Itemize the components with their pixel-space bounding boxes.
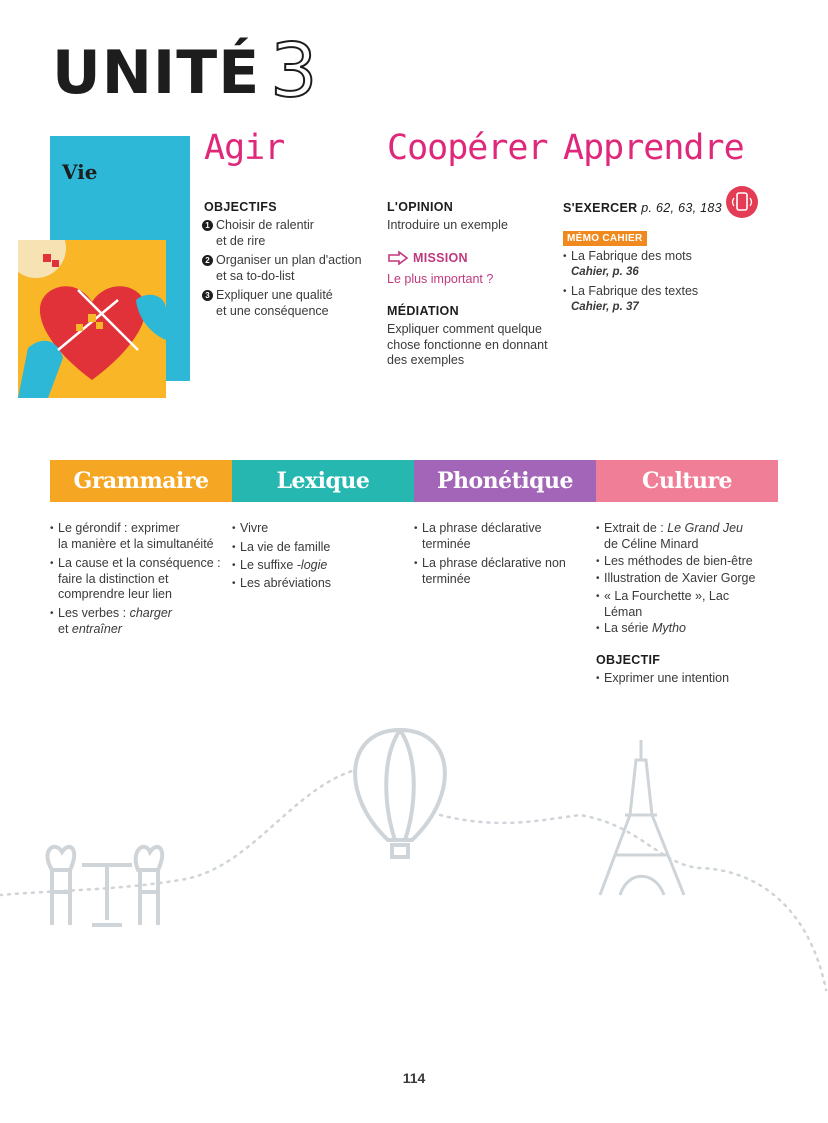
mission-arrow-icon xyxy=(387,251,409,265)
item-italic: -logie xyxy=(296,558,328,572)
item-italic: charger xyxy=(129,606,172,620)
item-line: Le gérondif : exprimer xyxy=(58,521,180,535)
lexique-item: • Vivre xyxy=(232,521,268,537)
item-line: comprendre leur lien xyxy=(58,587,172,601)
objectif-item xyxy=(202,218,382,249)
item-line: terminée xyxy=(422,536,471,551)
memo-item-text: La Fabrique des textes xyxy=(571,284,699,298)
objectif-item xyxy=(202,288,382,319)
memo-item xyxy=(563,284,698,315)
lexique-item: • La vie de famille xyxy=(232,540,330,556)
hot-air-balloon-icon xyxy=(355,730,445,857)
item-line: La série xyxy=(604,621,652,635)
grammaire-item xyxy=(50,556,221,603)
phonetique-item xyxy=(414,521,542,552)
grammaire-item xyxy=(50,606,172,637)
item-italic: Mytho xyxy=(651,621,686,635)
item-line: faire la distinction et xyxy=(58,571,169,586)
mediation-title: MÉDIATION xyxy=(387,304,459,318)
opinion-text: Introduire un exemple xyxy=(387,218,508,232)
item-line: Le suffixe xyxy=(240,558,297,572)
mission-label: MISSION xyxy=(413,251,468,265)
mission-title xyxy=(387,251,468,265)
mediation-line: chose fonctionne en donnant xyxy=(387,337,548,352)
culture-item: • Illustration de Xavier Gorge xyxy=(596,571,755,587)
item-line: Léman xyxy=(604,604,643,619)
band-grammaire: Grammaire xyxy=(50,460,232,502)
lexique-item: • Les abréviations xyxy=(232,576,331,592)
objectif-item xyxy=(202,253,382,284)
exercer-pages: p. 62, 63, 183 xyxy=(641,201,722,215)
page-number: 114 xyxy=(402,1070,426,1086)
item-line: la manière et la simultanéité xyxy=(58,536,214,551)
culture-objectif-item: • Exprimer une intention xyxy=(596,671,729,687)
culture-item xyxy=(596,521,743,552)
eiffel-tower-icon xyxy=(600,740,684,895)
objectifs-title: OBJECTIFS xyxy=(204,200,277,214)
culture-item: • Les méthodes de bien-être xyxy=(596,554,753,570)
band-lexique: Lexique xyxy=(232,460,414,502)
item-italic: Le Grand Jeu xyxy=(667,521,743,535)
memo-item xyxy=(563,249,692,280)
vie-label: Vie xyxy=(62,160,98,184)
memo-item-text: La Fabrique des mots xyxy=(571,249,692,263)
grammaire-item xyxy=(50,521,214,552)
phone-app-icon[interactable] xyxy=(726,186,758,218)
number-badge: 2 xyxy=(202,255,213,266)
heading-cooperer: Coopérer xyxy=(387,128,548,168)
item-line: Les verbes : xyxy=(58,606,130,620)
unit-title-word: UNITÉ xyxy=(52,38,261,108)
item-line: La phrase déclarative xyxy=(422,521,542,535)
memo-cahier-badge: MÉMO CAHIER xyxy=(563,231,647,246)
lexique-item xyxy=(232,558,327,574)
objectif-line: Expliquer une qualité xyxy=(216,288,333,302)
opinion-title: L'OPINION xyxy=(387,200,454,214)
mission-link[interactable]: Le plus important ? xyxy=(387,272,494,286)
item-line: de Céline Minard xyxy=(604,536,699,551)
culture-item xyxy=(596,589,729,620)
heading-agir: Agir xyxy=(204,128,285,168)
objectif-line: Organiser un plan d'action xyxy=(216,253,362,267)
item-line: La cause et la conséquence : xyxy=(58,556,221,570)
item-line: Extrait de : xyxy=(604,521,668,535)
paris-decoration xyxy=(0,720,828,1020)
number-badge: 1 xyxy=(202,220,213,231)
item-italic: entraîner xyxy=(71,621,122,636)
item-line: La phrase déclarative non xyxy=(422,556,566,570)
item-line: « La Fourchette », Lac xyxy=(604,589,730,603)
unit-title xyxy=(52,28,318,114)
objectif-line: Choisir de ralentir xyxy=(216,218,314,232)
culture-objectif-title: OBJECTIF xyxy=(596,653,661,667)
heading-apprendre: Apprendre xyxy=(563,128,744,168)
phonetique-item xyxy=(414,556,566,587)
culture-item xyxy=(596,621,686,637)
objectif-line: et de rire xyxy=(216,233,266,248)
memo-item-ref: Cahier, p. 36 xyxy=(571,265,639,278)
mediation-text xyxy=(387,322,548,369)
heart-illustration xyxy=(18,240,166,398)
item-line: terminée xyxy=(422,571,471,586)
objectif-line: et sa to-do-list xyxy=(216,268,295,283)
memo-item-ref: Cahier, p. 37 xyxy=(571,300,639,313)
unit-title-number: 3 xyxy=(270,28,318,114)
exercer-title xyxy=(563,201,722,215)
mediation-line: des exemples xyxy=(387,353,465,367)
mediation-line: Expliquer comment quelque xyxy=(387,322,542,336)
item-line: et xyxy=(58,621,72,636)
exercer-label: S'EXERCER xyxy=(563,201,638,215)
band-culture: Culture xyxy=(596,460,778,502)
band-phonetique: Phonétique xyxy=(414,460,596,502)
number-badge: 3 xyxy=(202,290,213,301)
objectif-line: et une conséquence xyxy=(216,303,329,318)
